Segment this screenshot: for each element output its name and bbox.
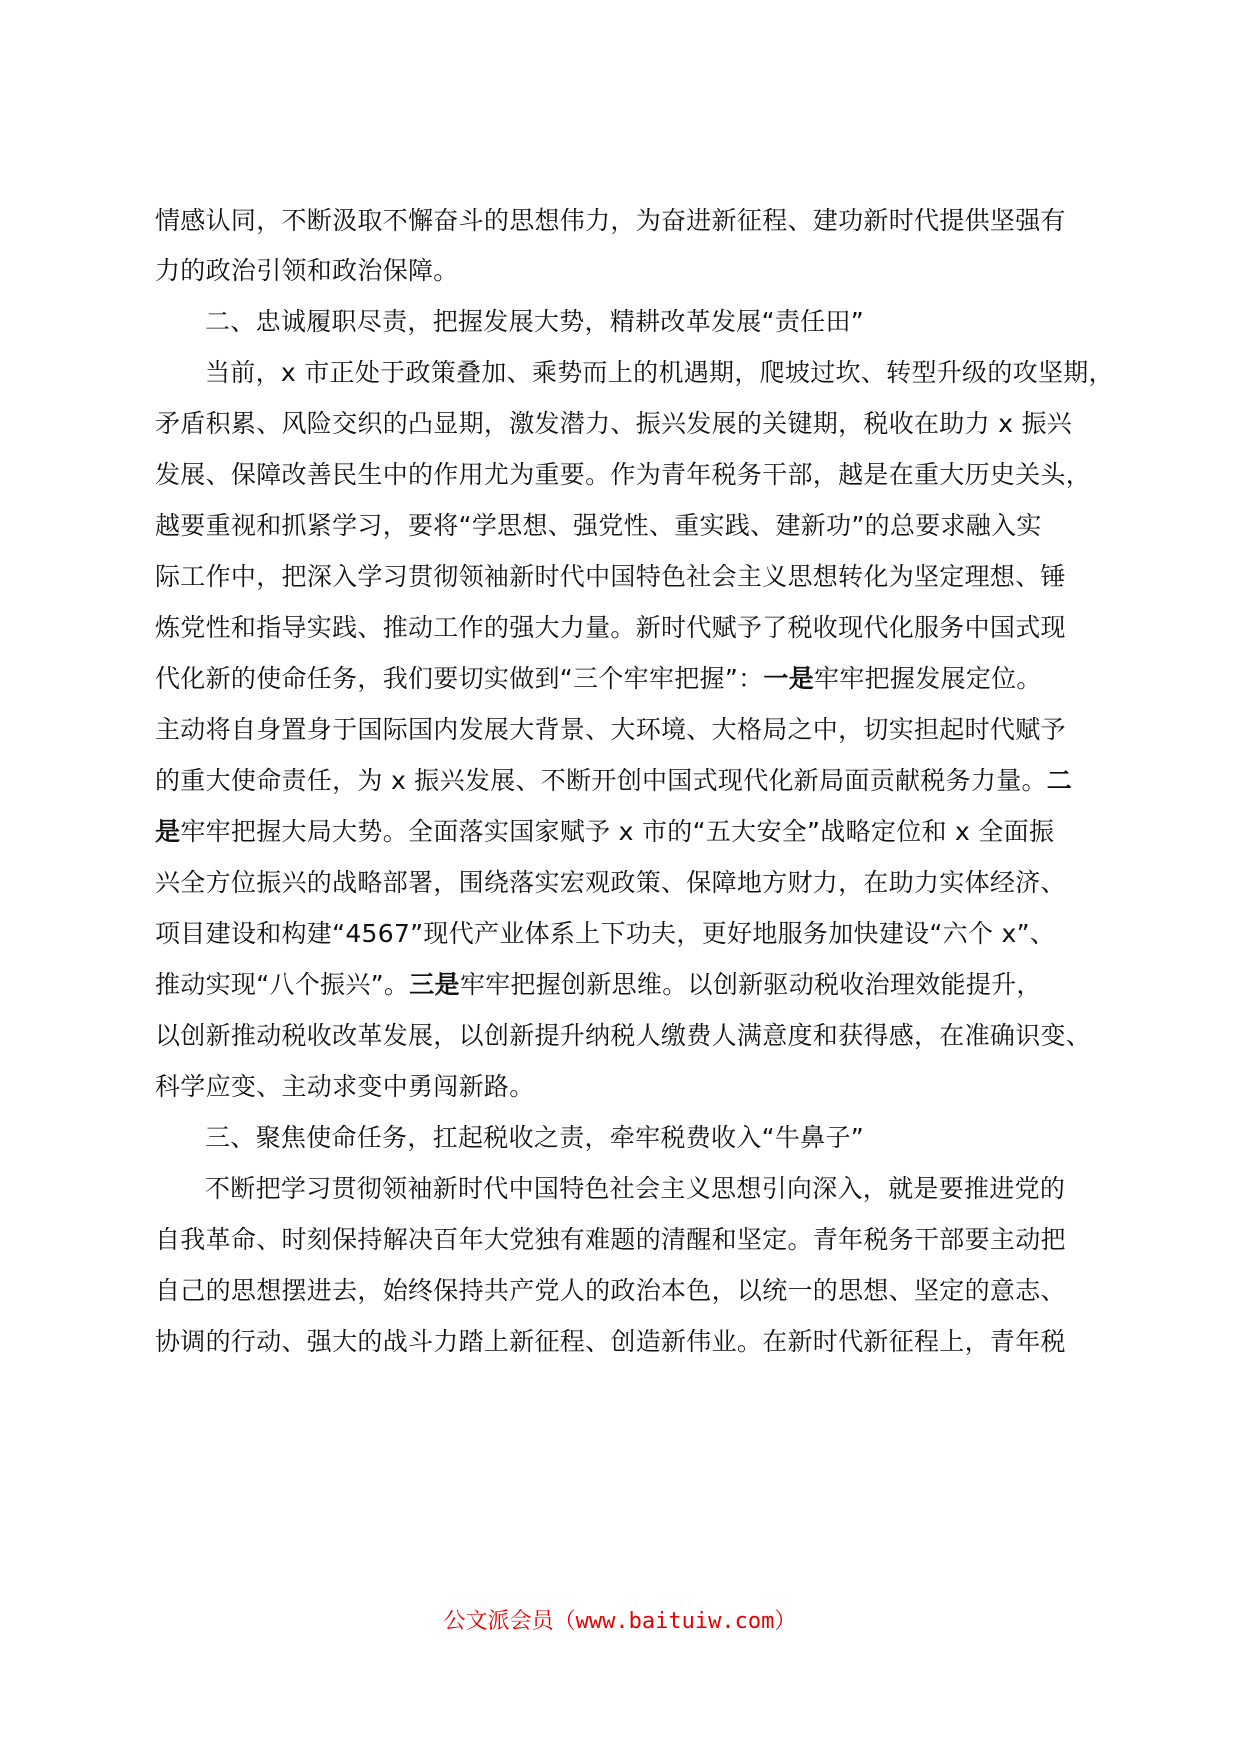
paragraph-line: 当前，x 市正处于政策叠加、乘势而上的机遇期，爬坡过坎、转型升级的攻坚期，: [205, 358, 1114, 387]
paragraph-line: 炼党性和指导实践、推动工作的强大力量。新时代赋予了税收现代化服务中国式现: [155, 613, 1066, 642]
paragraph-line: 际工作中，把深入学习贯彻领袖新时代中国特色社会主义思想转化为坚定理想、锤: [155, 562, 1066, 591]
paragraph-line: 自我革命、时刻保持解决百年大党独有难题的清醒和坚定。青年税务干部要主动把: [155, 1225, 1066, 1254]
line-text: 牢牢把握大局大势。全面落实国家赋予 x 市的“五大安全”战略定位和 x 全面振: [180, 817, 1055, 846]
paragraph-line: [155, 766, 1072, 796]
paragraph-line: 以创新推动税收改革发展，以创新提升纳税人缴费人满意度和获得感，在准确识变、: [155, 1021, 1092, 1050]
paragraph-line: 不断把学习贯彻领袖新时代中国特色社会主义思想引向深入，就是要推进党的: [205, 1174, 1066, 1203]
footer-close: ）: [774, 1609, 797, 1634]
paragraph-line: 矛盾积累、风险交织的凸显期，激发潜力、振兴发展的关键期，税收在助力 x 振兴: [155, 409, 1073, 438]
bold-marker-two-part2: 是: [155, 817, 181, 846]
paragraph-line: 主动将自身置身于国际国内发展大背景、大环境、大格局之中，切实担起时代赋予: [155, 715, 1066, 744]
section-heading-3: 三、聚焦使命任务，扛起税收之责，牵牢税费收入“牛鼻子”: [205, 1123, 865, 1152]
line-text: 牢牢把握发展定位。: [814, 664, 1042, 693]
bold-marker-three: 三是: [409, 970, 460, 999]
footer-label: 公文派会员（: [443, 1609, 576, 1634]
footer-url: www.baituiw.com: [575, 1609, 775, 1634]
footer-watermark: [0, 1607, 1240, 1637]
line-text: 牢牢把握创新思维。以创新驱动税收治理效能提升，: [459, 970, 1042, 999]
section-heading-2: 二、忠诚履职尽责，把握发展大势，精耕改革发展“责任田”: [205, 307, 865, 336]
paragraph-line: 力的政治引领和政治保障。: [155, 256, 459, 285]
paragraph-line: 发展、保障改善民生中的作用尤为重要。作为青年税务干部，越是在重大历史关头，: [155, 460, 1092, 489]
paragraph-line: 越要重视和抓紧学习，要将“学思想、强党性、重实践、建新功”的总要求融入实: [155, 511, 1042, 540]
paragraph-line: [155, 970, 1042, 1000]
line-text: 的重大使命责任，为 x 振兴发展、不断开创中国式现代化新局面贡献税务力量。: [155, 766, 1047, 795]
bold-marker-two-part1: 二: [1046, 766, 1073, 795]
line-text: 推动实现“八个振兴”。: [155, 970, 410, 999]
paragraph-line: 项目建设和构建“4567”现代产业体系上下功夫，更好地服务加快建设“六个 x”、: [155, 919, 1056, 948]
bold-marker-one: 一是: [763, 664, 815, 693]
line-text: 代化新的使命任务，我们要切实做到“三个牢牢把握”：: [155, 664, 764, 693]
paragraph-line: [155, 664, 1042, 694]
paragraph-line: 情感认同，不断汲取不懈奋斗的思想伟力，为奋进新征程、建功新时代提供坚强有: [155, 206, 1066, 235]
paragraph-line: 科学应变、主动求变中勇闯新路。: [155, 1072, 535, 1101]
paragraph-line: 协调的行动、强大的战斗力踏上新征程、创造新伟业。在新时代新征程上，青年税: [155, 1327, 1066, 1356]
paragraph-line: [155, 817, 1054, 847]
paragraph-line: 兴全方位振兴的战略部署，围绕落实宏观政策、保障地方财力，在助力实体经济、: [155, 868, 1066, 897]
paragraph-line: 自己的思想摆进去，始终保持共产党人的政治本色，以统一的思想、坚定的意志、: [155, 1276, 1066, 1305]
